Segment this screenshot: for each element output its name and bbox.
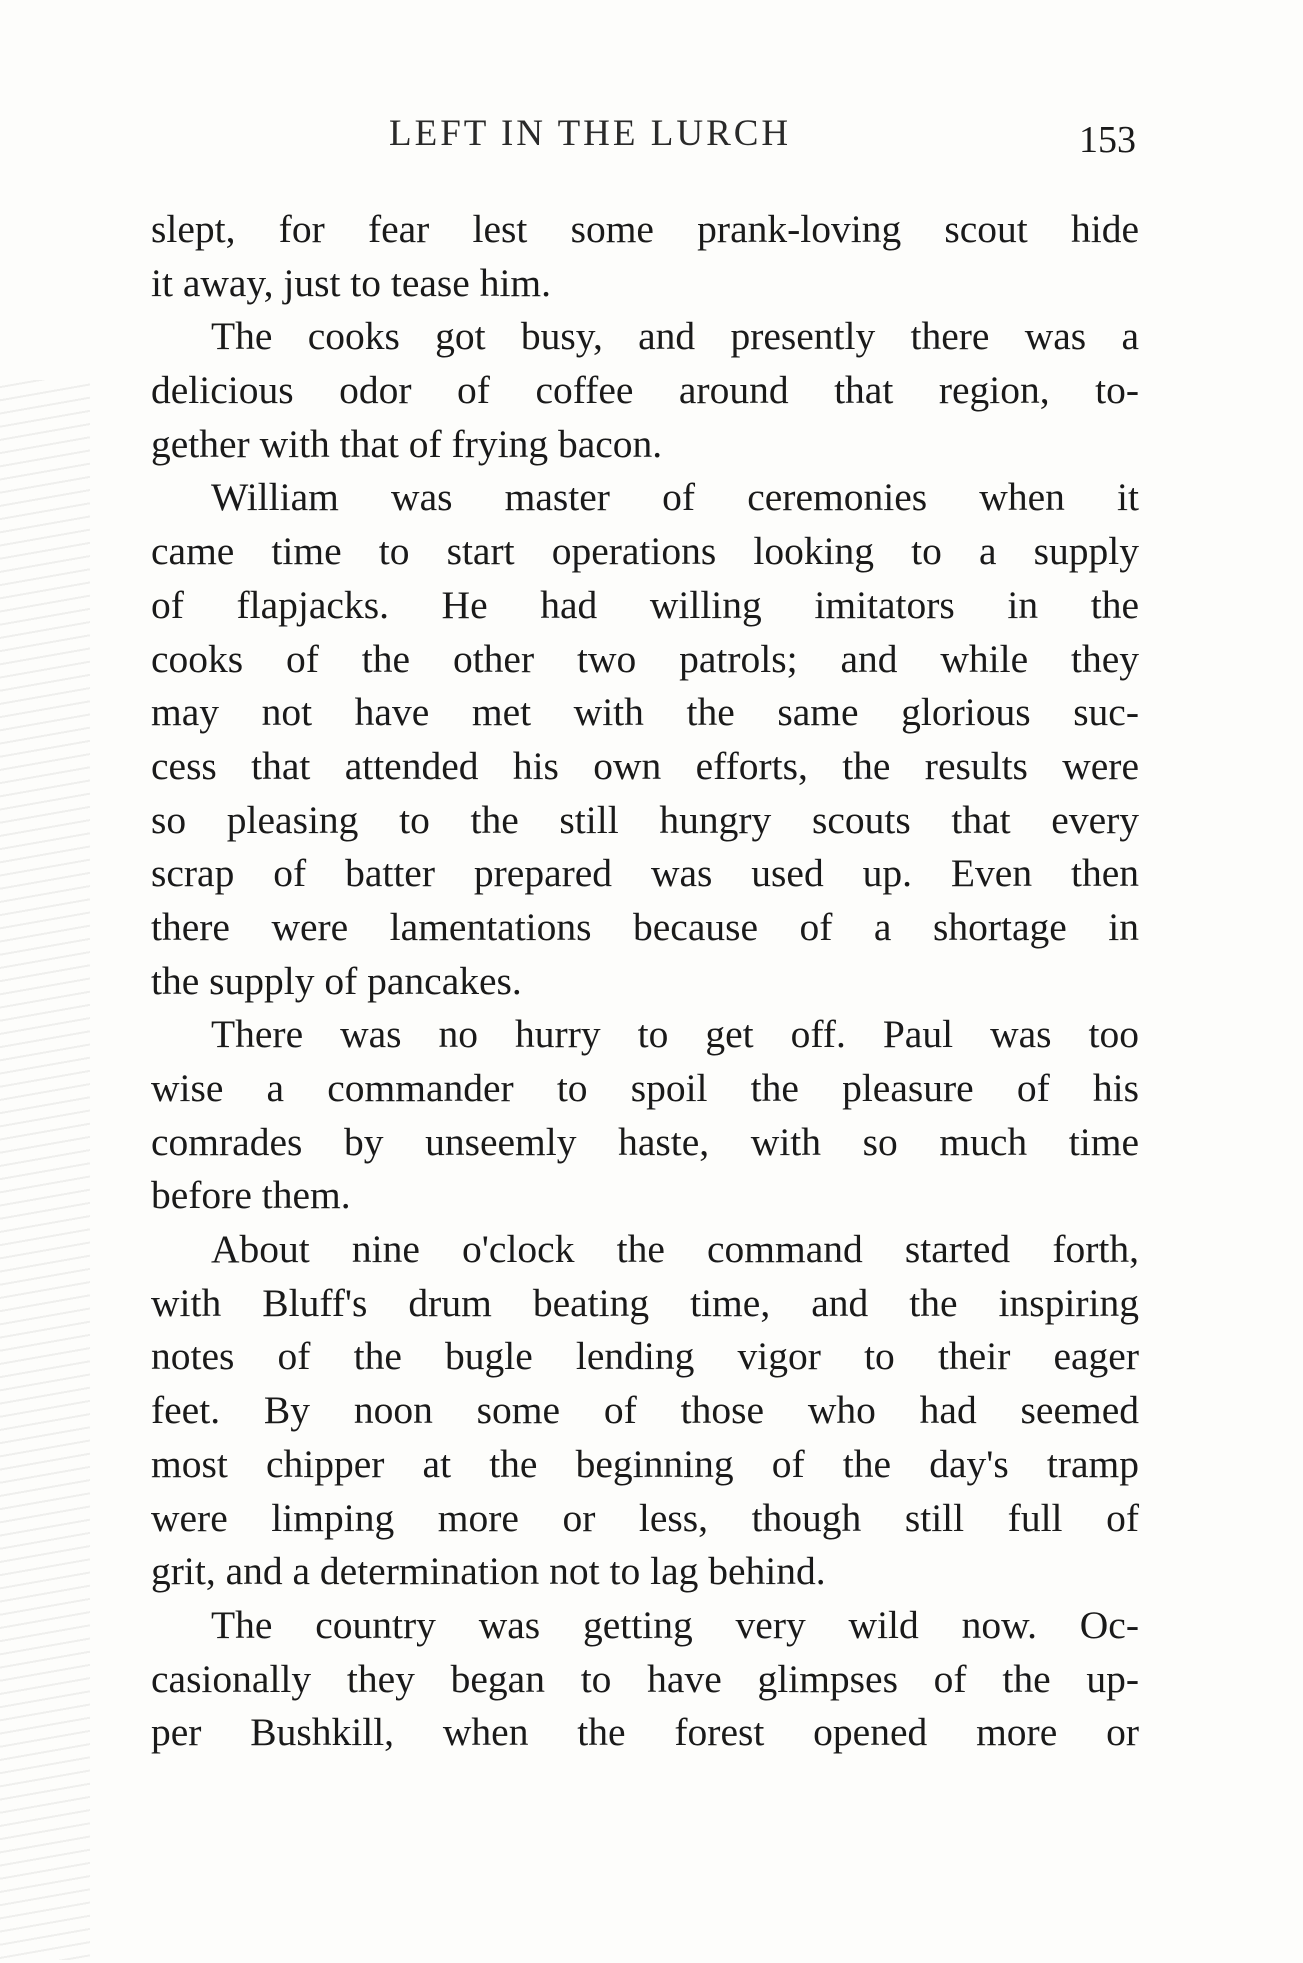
text-line: cess that attended his own efforts, the results were (151, 743, 1139, 788)
text-line: of flapjacks. He had willing imitators in the (151, 582, 1139, 627)
running-title: LEFT IN THE LURCH (389, 113, 792, 154)
text-line: The cooks got busy, and presently there was a (211, 314, 1139, 359)
page-number: 153 (1079, 119, 1136, 161)
text-line: comrades by unseemly haste, with so much time (151, 1119, 1139, 1164)
text-line: William was master of ceremonies when it (211, 475, 1139, 520)
text-line: before them. (151, 1173, 351, 1218)
text-line: notes of the bugle lending vigor to their eager (151, 1334, 1139, 1379)
text-line: There was no hurry to get off. Paul was too (211, 1012, 1139, 1057)
text-line: slept, for fear lest some prank-loving scout hide (151, 207, 1139, 251)
text-line: it away, just to tease him. (151, 260, 552, 305)
text-line: there were lamentations because of a shortage in (151, 904, 1139, 949)
text-line: with Bluff's drum beating time, and the inspiring (151, 1280, 1139, 1325)
text-line: gether with that of frying bacon. (151, 421, 663, 466)
text-line: delicious odor of coffee around that region, to- (151, 368, 1139, 413)
text-line: may not have met with the same glorious suc- (151, 690, 1139, 735)
text-line: wise a commander to spoil the pleasure of his (151, 1066, 1139, 1110)
text-line: About nine o'clock the command started forth, (211, 1227, 1139, 1272)
text-line: cooks of the other two patrols; and while they (151, 636, 1139, 681)
text-line: came time to start operations looking to a supply (151, 529, 1139, 574)
text-line: grit, and a determination not to lag behind. (151, 1549, 826, 1594)
page-header (151, 112, 1151, 162)
text-line: The country was getting very wild now. Oc- (211, 1602, 1139, 1647)
text-line: scrap of batter prepared was used up. Even then (151, 851, 1139, 896)
text-line: per Bushkill, when the forest opened more or (151, 1710, 1139, 1755)
text-line: were limping more or less, though still full of (151, 1495, 1139, 1540)
page-body-text (151, 203, 1139, 1760)
scan-edge-shadow (0, 380, 90, 1960)
text-line: so pleasing to the still hungry scouts that every (151, 797, 1139, 842)
text-line: most chipper at the beginning of the day's tramp (151, 1441, 1139, 1486)
text-line: feet. By noon some of those who had seemed (151, 1388, 1139, 1433)
text-line: the supply of pancakes. (151, 958, 522, 1003)
text-line: casionally they began to have glimpses of the up- (151, 1656, 1139, 1701)
